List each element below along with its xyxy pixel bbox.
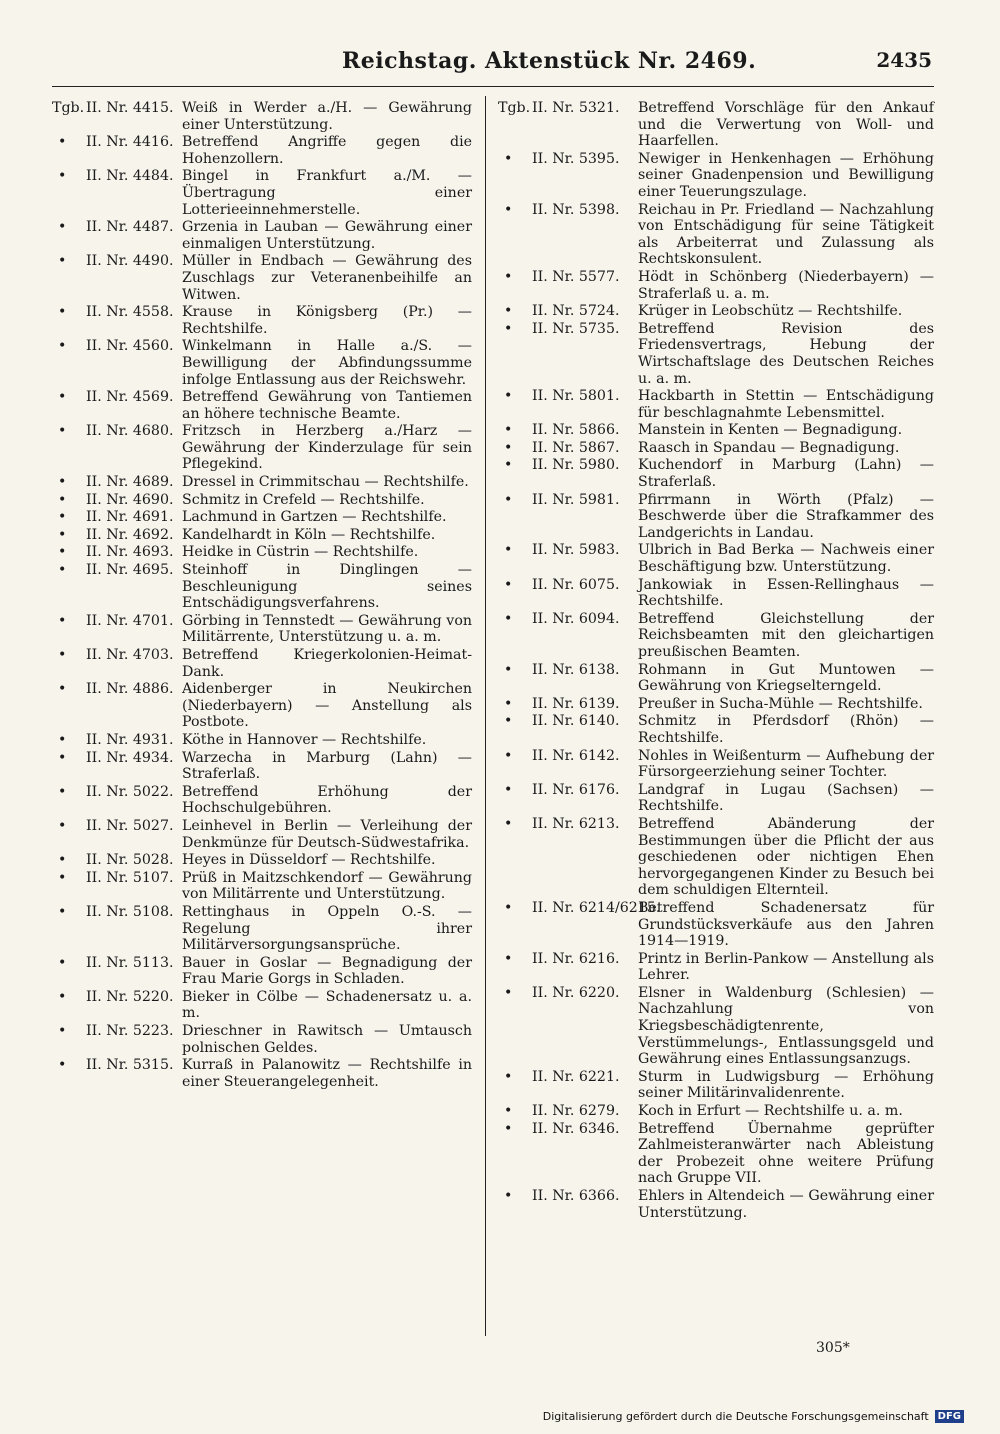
- entry-number: II. Nr. 5022.: [86, 783, 174, 800]
- list-item: [52, 509, 472, 526]
- entry-number: II. Nr. 4703.: [86, 647, 174, 663]
- entry-reference: [498, 611, 638, 661]
- entry-text: Elsner in Waldenburg (Schlesien) — Nachzahlung von Kriegsbeschädigtenrente, Verstümmelungs-, Entlassungsgeld und Gewährung eines Entlassungsanzugs.: [638, 984, 934, 1068]
- entry-text: Schmitz in Pferdsdorf (Rhön) — Rechtshilfe.: [638, 713, 934, 746]
- entry-reference: [498, 696, 638, 713]
- list-item: [52, 100, 472, 133]
- entry-reference: [498, 816, 638, 899]
- ditto-mark: •: [58, 253, 67, 270]
- ditto-mark: •: [58, 168, 67, 185]
- ditto-mark: •: [58, 338, 67, 355]
- tgb-label: Tgb.: [498, 100, 531, 116]
- entry-reference: [498, 899, 661, 950]
- list-item: [498, 1103, 934, 1120]
- ditto-mark: •: [504, 422, 513, 439]
- header-rule: [52, 86, 934, 87]
- entry-reference: [52, 870, 182, 903]
- entry-number: II. Nr. 5577.: [532, 268, 620, 285]
- entry-text: Betreffend Gewährung von Tantiemen an höhere technische Beamte.: [182, 389, 472, 422]
- list-item: [498, 321, 934, 387]
- entry-text: Winkelmann in Halle a./S. — Bewilligung der Abfindungssumme infolge Entlassung aus der Reichswehr.: [182, 338, 472, 388]
- entry-reference: [498, 440, 638, 457]
- entry-number: II. Nr. 6346.: [532, 1120, 620, 1137]
- list-item: [498, 303, 934, 320]
- entry-number: II. Nr. 4569.: [86, 389, 174, 406]
- entry-text: Betreffend Erhöhung der Hochschulgebühren.: [182, 783, 472, 817]
- entry-number: II. Nr. 6139.: [532, 695, 620, 712]
- entry-text: Preußer in Sucha-Mühle — Rechtshilfe.: [638, 695, 923, 712]
- entry-reference: [52, 544, 182, 561]
- entry-text: Sturm in Ludwigsburg — Erhöhung seiner Militärinvalidenrente.: [638, 1068, 934, 1102]
- ditto-mark: •: [58, 389, 67, 406]
- entry-reference: [52, 219, 182, 252]
- entry-reference: [498, 985, 638, 1068]
- ditto-mark: •: [504, 781, 513, 798]
- ditto-mark: •: [58, 647, 67, 663]
- entry-number: II. Nr. 4487.: [86, 219, 174, 236]
- ditto-mark: •: [504, 457, 513, 474]
- ditto-mark: •: [504, 899, 513, 916]
- entry-number: II. Nr. 4931.: [86, 731, 174, 748]
- ditto-mark: •: [504, 1120, 513, 1137]
- entry-text: Ulbrich in Bad Berka — Nachweis einer Beschäftigung bzw. Unterstützung.: [638, 542, 934, 576]
- entry-reference: [52, 647, 182, 680]
- entry-reference: [52, 509, 182, 526]
- entry-number: II. Nr. 5315.: [86, 1057, 174, 1074]
- entry-number: II. Nr. 5801.: [532, 388, 620, 405]
- ditto-mark: •: [504, 150, 513, 167]
- ditto-mark: •: [58, 954, 67, 971]
- entry-reference: [52, 168, 182, 218]
- list-item: [498, 782, 934, 815]
- tgb-label: Tgb.: [52, 100, 85, 116]
- list-item: [498, 457, 934, 490]
- entry-text: Betreffend Kriegerkolonien-Heimat-Dank.: [182, 647, 472, 680]
- entry-text: Heidke in Cüstrin — Rechtshilfe.: [182, 544, 419, 561]
- entry-reference: [498, 748, 638, 781]
- entry-reference: [498, 269, 638, 302]
- entry-reference: [52, 955, 182, 988]
- entry-text: Newiger in Henkenhagen — Erhöhung seiner Gnadenpension und Bewilligung einer Teuerungszulage.: [638, 150, 934, 200]
- entry-number: II. Nr. 5981.: [532, 491, 620, 508]
- entry-text: Ehlers in Altendeich — Gewährung einer Unterstützung.: [638, 1188, 934, 1221]
- entry-number: II. Nr. 5027.: [86, 817, 174, 834]
- list-item: [52, 784, 472, 817]
- entry-reference: [498, 151, 638, 201]
- ditto-mark: •: [58, 562, 67, 579]
- list-item: [52, 219, 472, 252]
- entry-number: II. Nr. 5223.: [86, 1023, 174, 1040]
- entry-text: Drieschner in Rawitsch — Umtausch polnischen Geldes.: [182, 1023, 472, 1056]
- entry-number: II. Nr. 6213.: [532, 815, 620, 832]
- entry-text: Leinhevel in Berlin — Verleihung der Denkmünze für Deutsch-Südwestafrika.: [182, 817, 472, 851]
- entry-reference: [498, 1103, 638, 1120]
- ditto-mark: •: [504, 576, 513, 593]
- entry-reference: [52, 389, 182, 422]
- list-item: [52, 338, 472, 388]
- list-item: [52, 732, 472, 749]
- list-item: [498, 269, 934, 302]
- entry-text: Warzecha in Marburg (Lahn) — Straferlaß.: [182, 749, 472, 783]
- right-column: [498, 100, 934, 1222]
- entry-text: Betreffend Vorschläge für den Ankauf und die Verwertung von Woll- und Haarfellen.: [638, 100, 934, 150]
- entry-number: II. Nr. 5107.: [86, 869, 174, 886]
- entry-text: Jankowiak in Essen-Rellinghaus — Rechtshilfe.: [638, 576, 934, 610]
- entry-reference: [498, 713, 638, 746]
- ditto-mark: •: [58, 219, 67, 236]
- entry-reference: [52, 818, 182, 851]
- ditto-mark: •: [504, 388, 513, 405]
- ditto-mark: •: [58, 491, 67, 508]
- list-item: [498, 151, 934, 201]
- entry-text: Steinhoff in Dinglingen — Beschleunigung seines Entschädigungsverfahrens.: [182, 562, 472, 612]
- entry-reference: [498, 662, 638, 695]
- entry-text: Nohles in Weißenturm — Aufhebung der Fürsorgeerziehung seiner Tochter.: [638, 747, 934, 781]
- entry-number: II. Nr. 4934.: [86, 749, 174, 766]
- entry-number: II. Nr. 4558.: [86, 304, 174, 321]
- ditto-mark: •: [504, 661, 513, 678]
- ditto-mark: •: [58, 474, 67, 491]
- entry-number: II. Nr. 5321.: [532, 100, 620, 116]
- ditto-mark: •: [504, 320, 513, 337]
- list-item: [52, 1057, 472, 1090]
- ditto-mark: •: [58, 869, 67, 886]
- entry-reference: [498, 492, 638, 542]
- ditto-mark: •: [58, 134, 67, 151]
- footer-text: Digitalisierung gefördert durch die Deutsche Forschungsgemeinschaft: [542, 1410, 929, 1423]
- entry-reference: [52, 134, 182, 167]
- list-item: [52, 870, 472, 903]
- entry-text: Fritzsch in Herzberg a./Harz — Gewährung der Kinderzulage für sein Pflegekind.: [182, 423, 472, 473]
- list-item: [52, 544, 472, 561]
- ditto-mark: •: [58, 423, 67, 440]
- entry-reference: [498, 100, 638, 150]
- ditto-mark: •: [504, 1103, 513, 1120]
- list-item: [498, 900, 934, 950]
- list-item: [52, 389, 472, 422]
- list-item: [52, 904, 472, 954]
- entry-number: II. Nr. 4560.: [86, 338, 174, 355]
- ditto-mark: •: [58, 749, 67, 766]
- list-item: [52, 1023, 472, 1056]
- entry-reference: [52, 732, 182, 749]
- list-item: [498, 492, 934, 542]
- list-item: [52, 168, 472, 218]
- list-item: [52, 613, 472, 646]
- entry-text: Pfirrmann in Wörth (Pfalz) — Beschwerde über die Strafkammer des Landgerichts in Landau.: [638, 491, 934, 541]
- entry-text: Betreffend Revision des Friedensvertrags, Hebung der Wirtschaftslage des Deutschen Reiches u. a. m.: [638, 320, 934, 387]
- entry-reference: [498, 388, 638, 421]
- list-item: [498, 816, 934, 899]
- entry-number: II. Nr. 5980.: [532, 457, 620, 474]
- ditto-mark: •: [58, 852, 67, 869]
- entry-number: II. Nr. 4693.: [86, 544, 174, 561]
- entry-number: II. Nr. 5395.: [532, 150, 620, 167]
- entry-number: II. Nr. 6366.: [532, 1188, 620, 1204]
- entry-reference: [52, 253, 182, 303]
- entry-reference: [52, 100, 182, 133]
- list-item: [498, 748, 934, 781]
- entry-text: Rohmann in Gut Muntowen — Gewährung von Kriegselterngeld.: [638, 661, 934, 695]
- ditto-mark: •: [58, 731, 67, 748]
- ditto-mark: •: [58, 681, 67, 698]
- entry-reference: [498, 1069, 638, 1102]
- entry-reference: [52, 750, 182, 783]
- list-item: [498, 422, 934, 439]
- entry-reference: [52, 613, 182, 646]
- left-column: [52, 100, 472, 1091]
- list-item: [52, 492, 472, 509]
- entry-number: II. Nr. 4680.: [86, 423, 174, 440]
- entry-text: Lachmund in Gartzen — Rechtshilfe.: [182, 509, 447, 526]
- entry-number: II. Nr. 5866.: [532, 422, 620, 439]
- entry-number: II. Nr. 5867.: [532, 439, 620, 456]
- signature-mark: 305*: [816, 1340, 850, 1356]
- ditto-mark: •: [504, 439, 513, 456]
- entry-number: II. Nr. 6142.: [532, 747, 620, 764]
- ditto-mark: •: [58, 988, 67, 1005]
- entry-number: II. Nr. 4692.: [86, 526, 174, 543]
- ditto-mark: •: [58, 304, 67, 321]
- entry-number: II. Nr. 4484.: [86, 168, 174, 185]
- entry-text: Reichau in Pr. Friedland — Nachzahlung von Entschädigung für seine Tätigkeit als Arbeiterrat und Zulassung als Rechtskonsulent.: [638, 201, 934, 268]
- column-divider: [485, 96, 486, 1336]
- entry-reference: [498, 1121, 638, 1187]
- entry-text: Schmitz in Crefeld — Rechtshilfe.: [182, 491, 425, 508]
- entry-text: Grzenia in Lauban — Gewährung einer einmaligen Unterstützung.: [182, 219, 472, 252]
- entry-text: Hödt in Schönberg (Niederbayern) — Straferlaß u. a. m.: [638, 268, 934, 302]
- entry-number: II. Nr. 6220.: [532, 984, 620, 1001]
- ditto-mark: •: [504, 1068, 513, 1085]
- entry-number: II. Nr. 6138.: [532, 661, 620, 678]
- ditto-mark: •: [504, 984, 513, 1001]
- footer: [543, 1410, 964, 1423]
- ditto-mark: •: [504, 268, 513, 285]
- entry-reference: [52, 492, 182, 509]
- ditto-mark: •: [58, 544, 67, 561]
- list-item: [52, 304, 472, 337]
- list-item: [498, 388, 934, 421]
- entry-reference: [52, 1023, 182, 1056]
- entry-text: Köthe in Hannover — Rechtshilfe.: [182, 731, 427, 748]
- entry-number: II. Nr. 5735.: [532, 320, 620, 337]
- entry-number: II. Nr. 4416.: [86, 134, 174, 151]
- ditto-mark: •: [504, 542, 513, 559]
- entry-number: II. Nr. 6176.: [532, 781, 620, 798]
- page-number: 2435: [876, 48, 932, 72]
- entry-text: Printz in Berlin-Pankow — Anstellung als Lehrer.: [638, 950, 934, 984]
- entry-number: II. Nr. 5398.: [532, 201, 620, 218]
- ditto-mark: •: [504, 713, 513, 730]
- entry-text: Kandelhardt in Köln — Rechtshilfe.: [182, 526, 436, 543]
- entry-number: II. Nr. 4689.: [86, 474, 174, 491]
- entry-text: Betreffend Gleichstellung der Reichsbeamten mit den gleichartigen preußischen Beamten.: [638, 610, 934, 660]
- entry-reference: [52, 904, 182, 954]
- entry-reference: [52, 304, 182, 337]
- ditto-mark: •: [58, 783, 67, 800]
- list-item: [52, 527, 472, 544]
- entry-text: Kuchendorf in Marburg (Lahn) — Straferlaß.: [638, 457, 934, 491]
- dfg-logo: DFG: [935, 1410, 964, 1423]
- list-item: [498, 951, 934, 984]
- ditto-mark: •: [58, 1023, 67, 1040]
- page-title: Reichstag. Aktenstück Nr. 2469.: [342, 48, 757, 74]
- entry-number: II. Nr. 4490.: [86, 253, 174, 270]
- ditto-mark: •: [58, 612, 67, 629]
- list-item: [498, 1188, 934, 1221]
- ditto-mark: •: [504, 1188, 513, 1204]
- entry-number: II. Nr. 5113.: [86, 954, 174, 971]
- entry-text: Betreffend Schadenersatz für Grundstücksverkäufe aus den Jahren 1914—1919.: [638, 899, 934, 950]
- entry-reference: [498, 303, 638, 320]
- entry-number: II. Nr. 6140.: [532, 713, 620, 730]
- ditto-mark: •: [504, 303, 513, 320]
- entry-number: II. Nr. 5983.: [532, 542, 620, 559]
- ditto-mark: •: [504, 950, 513, 967]
- list-item: [52, 852, 472, 869]
- entry-text: Görbing in Tennstedt — Gewährung von Militärrente, Unterstützung u. a. m.: [182, 612, 472, 646]
- entry-number: II. Nr. 5220.: [86, 988, 174, 1005]
- ditto-mark: •: [504, 747, 513, 764]
- entry-text: Dressel in Crimmitschau — Rechtshilfe.: [182, 474, 469, 491]
- entry-number: II. Nr. 4701.: [86, 612, 174, 629]
- ditto-mark: •: [58, 509, 67, 526]
- entry-number: II. Nr. 4690.: [86, 491, 174, 508]
- entry-number: II. Nr. 4695.: [86, 562, 174, 579]
- ditto-mark: •: [58, 903, 67, 920]
- list-item: [52, 989, 472, 1022]
- list-item: [52, 253, 472, 303]
- list-item: [498, 542, 934, 575]
- entry-text: Landgraf in Lugau (Sachsen) — Rechtshilfe.: [638, 781, 934, 815]
- entry-text: Koch in Erfurt — Rechtshilfe u. a. m.: [638, 1103, 903, 1120]
- entry-text: Rettinghaus in Oppeln O.-S. — Regelung ihrer Militärversorgungsansprüche.: [182, 903, 472, 954]
- entry-reference: [52, 562, 182, 612]
- entry-text: Müller in Endbach — Gewährung des Zuschlags zur Veteranenbeihilfe an Witwen.: [182, 253, 472, 303]
- entry-number: II. Nr. 6216.: [532, 950, 620, 967]
- page-header: [52, 48, 932, 78]
- list-item: [498, 1069, 934, 1102]
- entry-reference: [498, 202, 638, 268]
- entry-text: Bauer in Goslar — Begnadigung der Frau Marie Gorgs in Schladen.: [182, 954, 472, 988]
- entry-reference: [498, 321, 638, 387]
- entry-number: II. Nr. 4886.: [86, 681, 174, 698]
- list-item: [498, 100, 934, 150]
- entry-reference: [52, 423, 182, 473]
- entry-number: II. Nr. 6279.: [532, 1103, 620, 1120]
- list-item: [52, 955, 472, 988]
- ditto-mark: •: [504, 695, 513, 712]
- list-item: [52, 818, 472, 851]
- entry-reference: [52, 338, 182, 388]
- list-item: [498, 440, 934, 457]
- entry-number: II. Nr. 6094.: [532, 610, 620, 627]
- entry-text: Heyes in Düsseldorf — Rechtshilfe.: [182, 852, 436, 869]
- entry-reference: [498, 577, 638, 610]
- list-item: [52, 681, 472, 731]
- entry-text: Bieker in Cölbe — Schadenersatz u. a. m.: [182, 988, 472, 1022]
- list-item: [498, 577, 934, 610]
- entry-reference: [52, 681, 182, 731]
- list-item: [52, 750, 472, 783]
- entry-reference: [498, 422, 638, 439]
- entry-reference: [498, 542, 638, 575]
- ditto-mark: •: [504, 491, 513, 508]
- list-item: [498, 696, 934, 713]
- entry-text: Krause in Königsberg (Pr.) — Rechtshilfe.: [182, 304, 472, 337]
- entry-number: II. Nr. 4415.: [86, 100, 174, 116]
- ditto-mark: •: [58, 526, 67, 543]
- entry-text: Weiß in Werder a./H. — Gewährung einer Unterstützung.: [182, 100, 472, 133]
- list-item: [498, 202, 934, 268]
- entry-number: II. Nr. 6221.: [532, 1068, 620, 1085]
- entry-reference: [52, 474, 182, 491]
- ditto-mark: •: [504, 201, 513, 218]
- entry-text: Hackbarth in Stettin — Entschädigung für beschlagnahmte Lebensmittel.: [638, 388, 934, 421]
- entry-text: Betreffend Abänderung der Bestimmungen über die Pflicht der aus geschiedenen oder nichtigen Ehen hervorgegangenen Kinder zu Besuch bei dem schuldigen Elternteil.: [638, 815, 934, 899]
- entry-number: II. Nr. 5724.: [532, 303, 620, 320]
- entry-number: II. Nr. 5108.: [86, 903, 174, 920]
- list-item: [498, 611, 934, 661]
- entry-reference: [498, 951, 638, 984]
- entry-text: Betreffend Übernahme geprüfter Zahlmeisteranwärter nach Ableistung der Probezeit ohne weitere Prüfung nach Gruppe VII.: [638, 1120, 934, 1187]
- list-item: [52, 647, 472, 680]
- entry-text: Bingel in Frankfurt a./M. — Übertragung einer Lotterieeinnehmerstelle.: [182, 168, 472, 218]
- entry-number: II. Nr. 4691.: [86, 509, 174, 526]
- entry-text: Prüß in Maitzschkendorf — Gewährung von Militärrente und Unterstützung.: [182, 869, 472, 903]
- entry-reference: [52, 784, 182, 817]
- list-item: [498, 713, 934, 746]
- entry-reference: [52, 527, 182, 544]
- ditto-mark: •: [504, 610, 513, 627]
- ditto-mark: •: [58, 817, 67, 834]
- entry-text: Kurraß in Palanowitz — Rechtshilfe in einer Steuerangelegenheit.: [182, 1057, 472, 1090]
- entry-text: Aidenberger in Neukirchen (Niederbayern) — Anstellung als Postbote.: [182, 681, 472, 731]
- list-item: [52, 562, 472, 612]
- entry-reference: [498, 782, 638, 815]
- list-item: [498, 985, 934, 1068]
- list-item: [498, 662, 934, 695]
- ditto-mark: •: [58, 1057, 67, 1074]
- entry-number: II. Nr. 6214/6215.: [532, 899, 661, 916]
- entry-text: Manstein in Kenten — Begnadigung.: [638, 422, 903, 439]
- entry-text: Krüger in Leobschütz — Rechtshilfe.: [638, 303, 903, 320]
- entry-reference: [498, 457, 638, 490]
- entry-reference: [52, 989, 182, 1022]
- entry-reference: [52, 852, 182, 869]
- list-item: [498, 1121, 934, 1187]
- list-item: [52, 423, 472, 473]
- entry-text: Raasch in Spandau — Begnadigung.: [638, 439, 900, 456]
- entry-reference: [498, 1188, 638, 1221]
- entry-number: II. Nr. 5028.: [86, 852, 174, 869]
- list-item: [52, 474, 472, 491]
- entry-reference: [52, 1057, 182, 1090]
- entry-text: Betreffend Angriffe gegen die Hohenzollern.: [182, 134, 472, 167]
- ditto-mark: •: [504, 815, 513, 832]
- entry-number: II. Nr. 6075.: [532, 576, 620, 593]
- list-item: [52, 134, 472, 167]
